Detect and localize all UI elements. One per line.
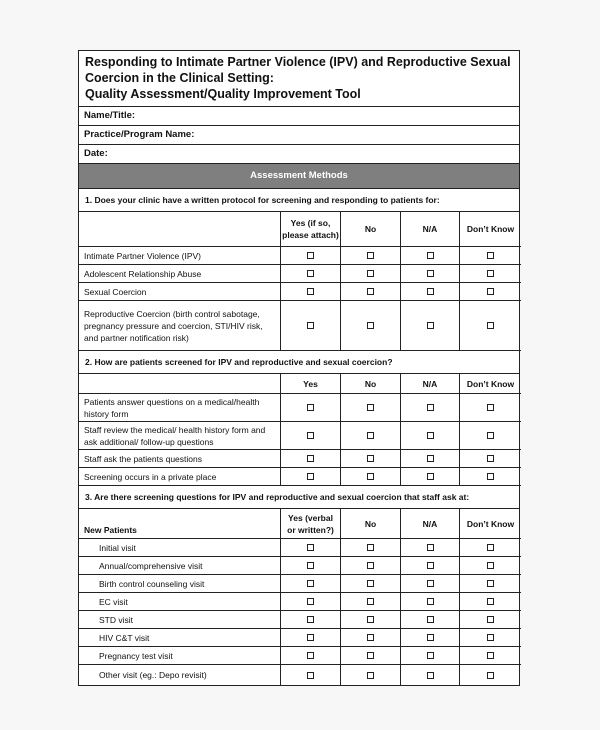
q3-header-label: New Patients — [79, 509, 281, 539]
q3-row-cell — [460, 539, 521, 557]
checkbox[interactable] — [367, 672, 374, 679]
q3-row-cell — [341, 665, 401, 685]
q1-row-cell — [460, 301, 521, 351]
checkbox[interactable] — [487, 404, 494, 411]
q1-row-cell — [460, 247, 521, 265]
q2-row-label: Screening occurs in a private place — [79, 468, 281, 486]
q1-row-cell — [281, 301, 341, 351]
q3-row-cell — [281, 629, 341, 647]
checkbox[interactable] — [427, 562, 434, 569]
checkbox[interactable] — [307, 270, 314, 277]
q3-row-cell — [460, 611, 521, 629]
checkbox[interactable] — [307, 616, 314, 623]
checkbox[interactable] — [367, 288, 374, 295]
checkbox[interactable] — [307, 544, 314, 551]
q2-header-3: Don’t Know — [460, 374, 521, 394]
q3-row-cell — [341, 647, 401, 665]
q2-row-cell — [460, 422, 521, 450]
q3-row-cell — [460, 575, 521, 593]
checkbox[interactable] — [427, 455, 434, 462]
q3-row-label: STD visit — [79, 611, 281, 629]
checkbox[interactable] — [367, 634, 374, 641]
checkbox[interactable] — [487, 322, 494, 329]
checkbox[interactable] — [307, 322, 314, 329]
q3-header-0: Yes (verbal or written?) — [281, 509, 341, 539]
checkbox[interactable] — [367, 580, 374, 587]
q3-row-label: Pregnancy test visit — [79, 647, 281, 665]
checkbox[interactable] — [427, 672, 434, 679]
q1-row-cell — [341, 265, 401, 283]
title-line-2: Coercion in the Clinical Setting: — [85, 71, 274, 85]
q3-row-cell — [341, 629, 401, 647]
q2-row-cell — [401, 468, 460, 486]
q3-row-cell — [281, 557, 341, 575]
question-2: 2. How are patients screened for IPV and reproductive and sexual coercion? — [79, 351, 519, 374]
q1-row-cell — [401, 265, 460, 283]
q3-row-cell — [341, 575, 401, 593]
checkbox[interactable] — [487, 288, 494, 295]
q3-row-label: Initial visit — [79, 539, 281, 557]
q3-row-cell — [281, 593, 341, 611]
name-title-field[interactable]: Name/Title: — [79, 107, 519, 126]
title-line-3: Quality Assessment/Quality Improvement Tool — [85, 87, 361, 101]
q3-row-cell — [460, 665, 521, 685]
q3-row-cell — [460, 629, 521, 647]
checkbox[interactable] — [427, 634, 434, 641]
checkbox[interactable] — [487, 672, 494, 679]
q1-header-1: No — [341, 212, 401, 247]
q1-row-label: Intimate Partner Violence (IPV) — [79, 247, 281, 265]
q3-header-2: N/A — [401, 509, 460, 539]
checkbox[interactable] — [307, 473, 314, 480]
checkbox[interactable] — [487, 455, 494, 462]
q3-row-cell — [341, 611, 401, 629]
checkbox[interactable] — [307, 580, 314, 587]
checkbox[interactable] — [367, 562, 374, 569]
q3-header-1: No — [341, 509, 401, 539]
q2-row-cell — [341, 450, 401, 468]
checkbox[interactable] — [427, 270, 434, 277]
q3-row-cell — [341, 557, 401, 575]
checkbox[interactable] — [367, 252, 374, 259]
q3-row-cell — [281, 665, 341, 685]
question-1: 1. Does your clinic have a written protocol for screening and responding to patients for: — [79, 189, 519, 212]
checkbox[interactable] — [307, 634, 314, 641]
checkbox[interactable] — [487, 652, 494, 659]
q2-header-0: Yes — [281, 374, 341, 394]
checkbox[interactable] — [307, 404, 314, 411]
q3-row-cell — [341, 539, 401, 557]
checkbox[interactable] — [427, 544, 434, 551]
q1-row-cell — [341, 283, 401, 301]
q3-row-cell — [401, 647, 460, 665]
q1-row-cell — [460, 283, 521, 301]
q3-row-cell — [460, 647, 521, 665]
checkbox[interactable] — [367, 455, 374, 462]
q1-row-cell — [341, 301, 401, 351]
q3-header-3: Don’t Know — [460, 509, 521, 539]
q1-row-cell — [401, 247, 460, 265]
date-field[interactable]: Date: — [79, 145, 519, 164]
checkbox[interactable] — [487, 473, 494, 480]
q1-row-label: Adolescent Relationship Abuse — [79, 265, 281, 283]
q2-row-cell — [460, 468, 521, 486]
q3-table — [79, 509, 519, 685]
q3-row-cell — [341, 593, 401, 611]
q3-row-cell — [281, 647, 341, 665]
title-line-1: Responding to Intimate Partner Violence (IPV) and Reproductive Sexual — [85, 55, 511, 69]
q1-row-label: Reproductive Coercion (birth control sabotage, pregnancy pressure and coercion, STI/HIV risk, and partner notification risk) — [79, 301, 281, 351]
q2-header-label — [79, 374, 281, 394]
checkbox[interactable] — [487, 252, 494, 259]
checkbox[interactable] — [307, 288, 314, 295]
q1-row-cell — [460, 265, 521, 283]
q1-row-cell — [281, 265, 341, 283]
checkbox[interactable] — [427, 432, 434, 439]
checkbox[interactable] — [427, 598, 434, 605]
q2-row-cell — [341, 394, 401, 422]
checkbox[interactable] — [307, 652, 314, 659]
q3-row-cell — [460, 593, 521, 611]
checkbox[interactable] — [487, 598, 494, 605]
question-3: 3. Are there screening questions for IPV and reproductive and sexual coercion that staff ask at: — [79, 486, 519, 509]
q3-row-cell — [281, 539, 341, 557]
q3-row-cell — [281, 575, 341, 593]
q2-row-label: Staff review the medical/ health history form and ask additional/ follow-up questions — [79, 422, 281, 450]
q3-row-cell — [460, 557, 521, 575]
q3-row-cell — [401, 575, 460, 593]
checkbox[interactable] — [427, 473, 434, 480]
checkbox[interactable] — [427, 252, 434, 259]
q3-row-label: Other visit (eg.: Depo revisit) — [79, 665, 281, 685]
section-band-assessment-methods: Assessment Methods — [79, 164, 519, 189]
q3-row-cell — [401, 611, 460, 629]
q2-row-cell — [341, 422, 401, 450]
q2-table — [79, 374, 519, 486]
q2-row-cell — [281, 450, 341, 468]
checkbox[interactable] — [367, 404, 374, 411]
q1-header-3: Don’t Know — [460, 212, 521, 247]
checkbox[interactable] — [367, 652, 374, 659]
program-name-field[interactable]: Practice/Program Name: — [79, 126, 519, 145]
checkbox[interactable] — [427, 288, 434, 295]
q3-row-cell — [401, 665, 460, 685]
q2-row-cell — [460, 394, 521, 422]
form-title — [79, 51, 519, 107]
checkbox[interactable] — [367, 270, 374, 277]
checkbox[interactable] — [487, 616, 494, 623]
q2-row-cell — [341, 468, 401, 486]
q2-header-2: N/A — [401, 374, 460, 394]
q3-row-cell — [401, 539, 460, 557]
q2-row-cell — [460, 450, 521, 468]
checkbox[interactable] — [307, 252, 314, 259]
q1-header-label — [79, 212, 281, 247]
checkbox[interactable] — [487, 634, 494, 641]
q3-row-label: Birth control counseling visit — [79, 575, 281, 593]
checkbox[interactable] — [307, 562, 314, 569]
q3-row-label: EC visit — [79, 593, 281, 611]
checkbox[interactable] — [307, 598, 314, 605]
q1-header-2: N/A — [401, 212, 460, 247]
q2-row-cell — [401, 394, 460, 422]
q1-header-0: Yes (if so, please attach) — [281, 212, 341, 247]
checkbox[interactable] — [307, 432, 314, 439]
q3-row-cell — [281, 611, 341, 629]
assessment-form — [78, 50, 520, 686]
checkbox[interactable] — [427, 322, 434, 329]
checkbox[interactable] — [427, 404, 434, 411]
q2-row-cell — [281, 468, 341, 486]
checkbox[interactable] — [487, 544, 494, 551]
q2-row-cell — [281, 422, 341, 450]
q1-row-cell — [341, 247, 401, 265]
q2-row-label: Staff ask the patients questions — [79, 450, 281, 468]
checkbox[interactable] — [487, 270, 494, 277]
q2-header-1: No — [341, 374, 401, 394]
checkbox[interactable] — [367, 544, 374, 551]
q2-row-cell — [401, 422, 460, 450]
checkbox[interactable] — [427, 616, 434, 623]
q3-row-label: Annual/comprehensive visit — [79, 557, 281, 575]
q2-row-cell — [401, 450, 460, 468]
q2-row-label: Patients answer questions on a medical/health history form — [79, 394, 281, 422]
checkbox[interactable] — [487, 580, 494, 587]
q1-row-cell — [281, 283, 341, 301]
q1-row-cell — [401, 301, 460, 351]
q2-row-cell — [281, 394, 341, 422]
checkbox[interactable] — [307, 672, 314, 679]
checkbox[interactable] — [427, 580, 434, 587]
q3-row-cell — [401, 629, 460, 647]
checkbox[interactable] — [367, 322, 374, 329]
q1-row-cell — [401, 283, 460, 301]
q3-row-label: HIV C&T visit — [79, 629, 281, 647]
checkbox[interactable] — [367, 598, 374, 605]
checkbox[interactable] — [367, 473, 374, 480]
checkbox[interactable] — [487, 562, 494, 569]
q1-row-label: Sexual Coercion — [79, 283, 281, 301]
checkbox[interactable] — [487, 432, 494, 439]
q1-table — [79, 212, 519, 351]
checkbox[interactable] — [427, 652, 434, 659]
checkbox[interactable] — [307, 455, 314, 462]
q1-row-cell — [281, 247, 341, 265]
q3-row-cell — [401, 593, 460, 611]
checkbox[interactable] — [367, 616, 374, 623]
q3-row-cell — [401, 557, 460, 575]
checkbox[interactable] — [367, 432, 374, 439]
